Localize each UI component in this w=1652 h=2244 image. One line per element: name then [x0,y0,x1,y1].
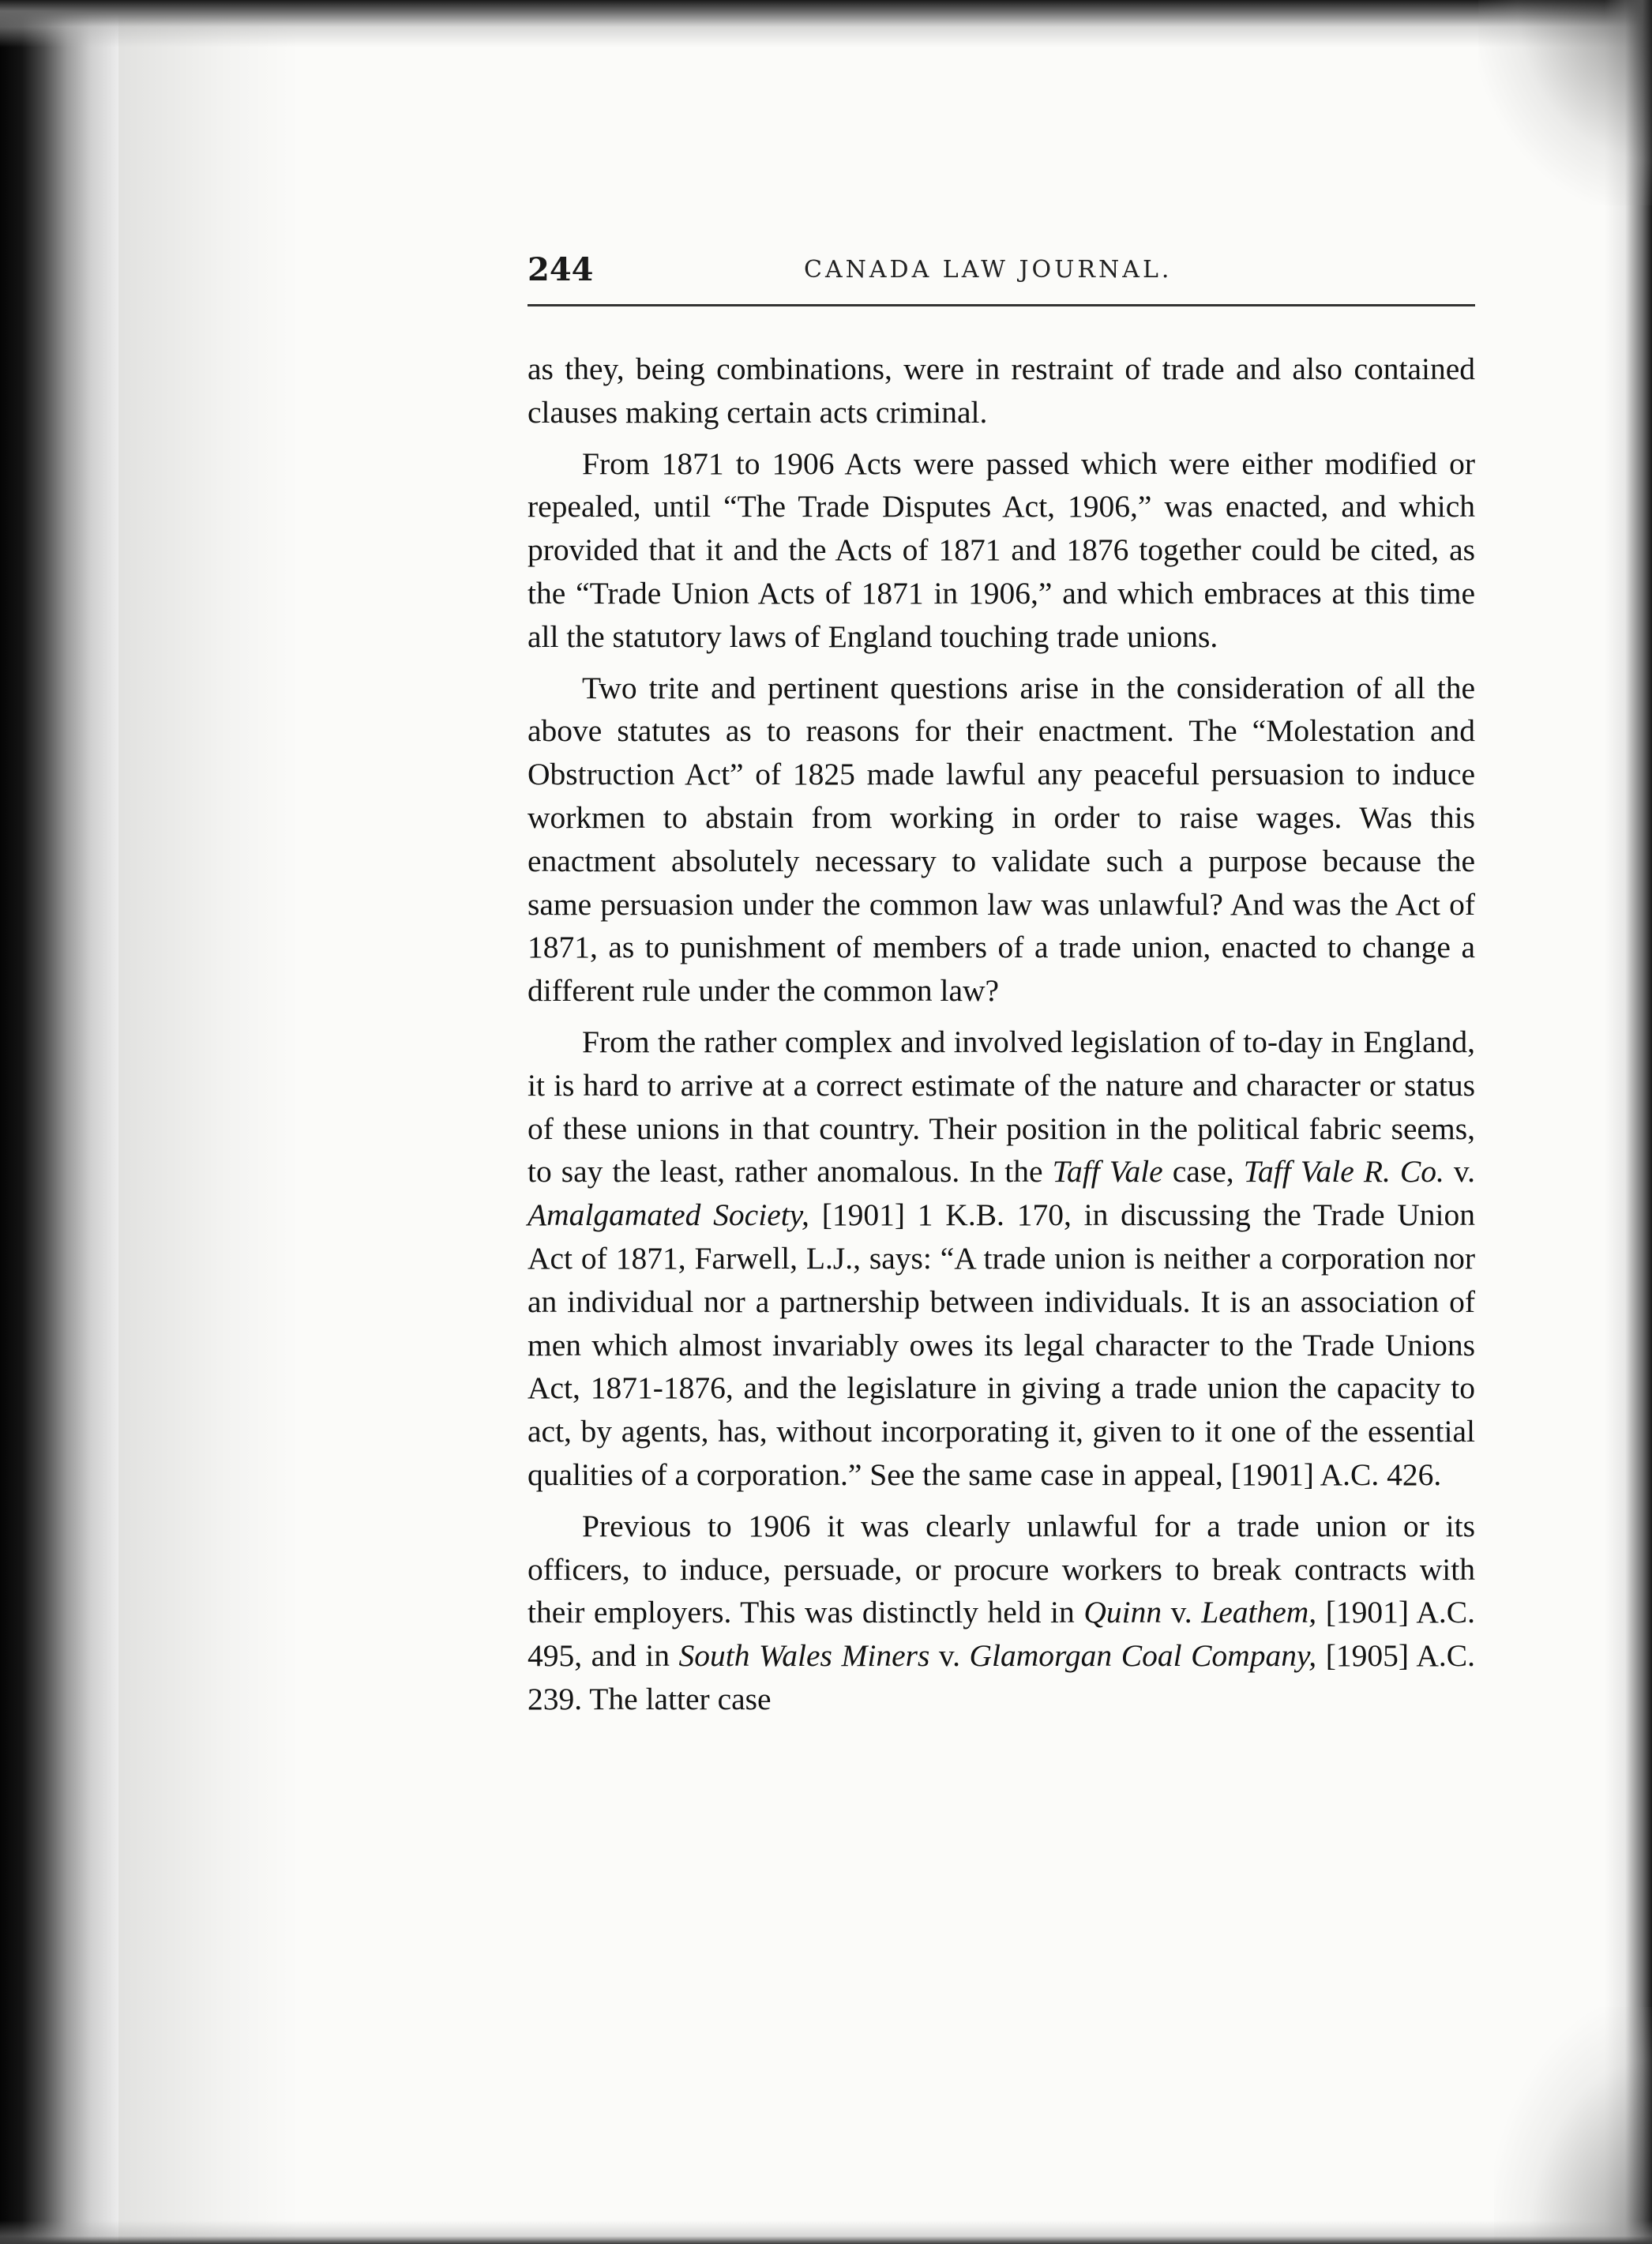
text-run: as they, being combinations, were in restraint of trade and also contained clauses making certain acts criminal. [528,351,1475,430]
body-text [528,348,1475,1729]
text-run: From 1871 to 1906 Acts were passed which were either modified or repealed, until “The Trade Disputes Act, 1906,” was enacted, and which provided that it and the Acts of 1871 and 1876 together could be cited, as the “Trade Union Acts of 1871 in 1906,” and which embraces at this time all the statutory laws of England touching trade unions. [528,445,1475,654]
page-number: 244 [528,251,594,288]
text-run: case, [1162,1154,1244,1190]
paragraph [528,1505,1475,1721]
right-page-edge [1605,0,1652,2244]
paragraph [528,1021,1475,1497]
gutter-shadow [118,0,300,2244]
text-run: From the rather complex and involved legislation of to-day in England, it is hard to arrive at a correct estimate of the nature and character or status of these unions in that country. Their position in the political fabric seems, to say the least, rather anomalous. In the [528,1024,1475,1190]
text-run: [1901] 1 K.B. 170, in discussing the Trade Union Act of 1871, Farwell, L.J., says: “A trade union is neither a corporation nor an individual nor a partnership between individuals. It is an association of men which almost invariably owes its legal character to the Trade Unions Act, 1871-1876, and the legislature in giving a trade union the capacity to act, by agents, has, without incorporating it, given to it one of the essential qualities of a corporation.” See the same case in appeal, [1901] A.C. 426. [528,1197,1476,1492]
case-name: Glamorgan Coal Company, [969,1638,1317,1674]
text-run: v. [1444,1154,1475,1190]
text-run: [1905] A.C. 239. The latter case [528,1638,1476,1716]
bottom-page-edge [0,2220,1652,2244]
case-name: South Wales Miners [678,1638,930,1674]
case-name: Taff Vale [1052,1154,1163,1190]
book-binding-shadow [0,0,118,2244]
paragraph [528,667,1475,1013]
paragraph [528,348,1475,434]
top-right-corner-wear [1478,0,1652,205]
top-page-edge [0,0,1652,47]
paragraph [528,442,1475,659]
text-run: [1901] A.C. 495, and in [528,1595,1475,1674]
case-name: Taff Vale R. Co. [1243,1154,1444,1190]
text-run: v. [929,1638,970,1674]
case-name: Amalgamated Society, [528,1197,809,1233]
header-rule [528,304,1475,306]
case-name: Quinn [1083,1595,1162,1630]
bottom-right-corner-wear [1494,2007,1652,2244]
text-run: Previous to 1906 it was clearly unlawful for a trade union or its officers, to induce, persuade, or procure workers to break contracts with their employers. This was distinctly held in [528,1508,1475,1630]
text-run: Two trite and pertinent questions arise in the consideration of all the above statutes as to reasons for their enactment. The “Molestation and Obstruction Act” of 1825 made lawful any peaceful persuasion to induce workmen to abstain from working in order to raise wages. Was this enactment absolutely necessary to validate such a purpose because the same persuasion under the common law was unlawful? And was the Act of 1871, as to punishment of members of a trade union, enacted to change a different rule under the common law? [528,670,1475,1009]
running-title: CANADA LAW JOURNAL. [804,256,1173,284]
case-name: Leathem, [1201,1595,1317,1630]
text-run: v. [1162,1595,1202,1630]
page-header [528,251,1475,299]
